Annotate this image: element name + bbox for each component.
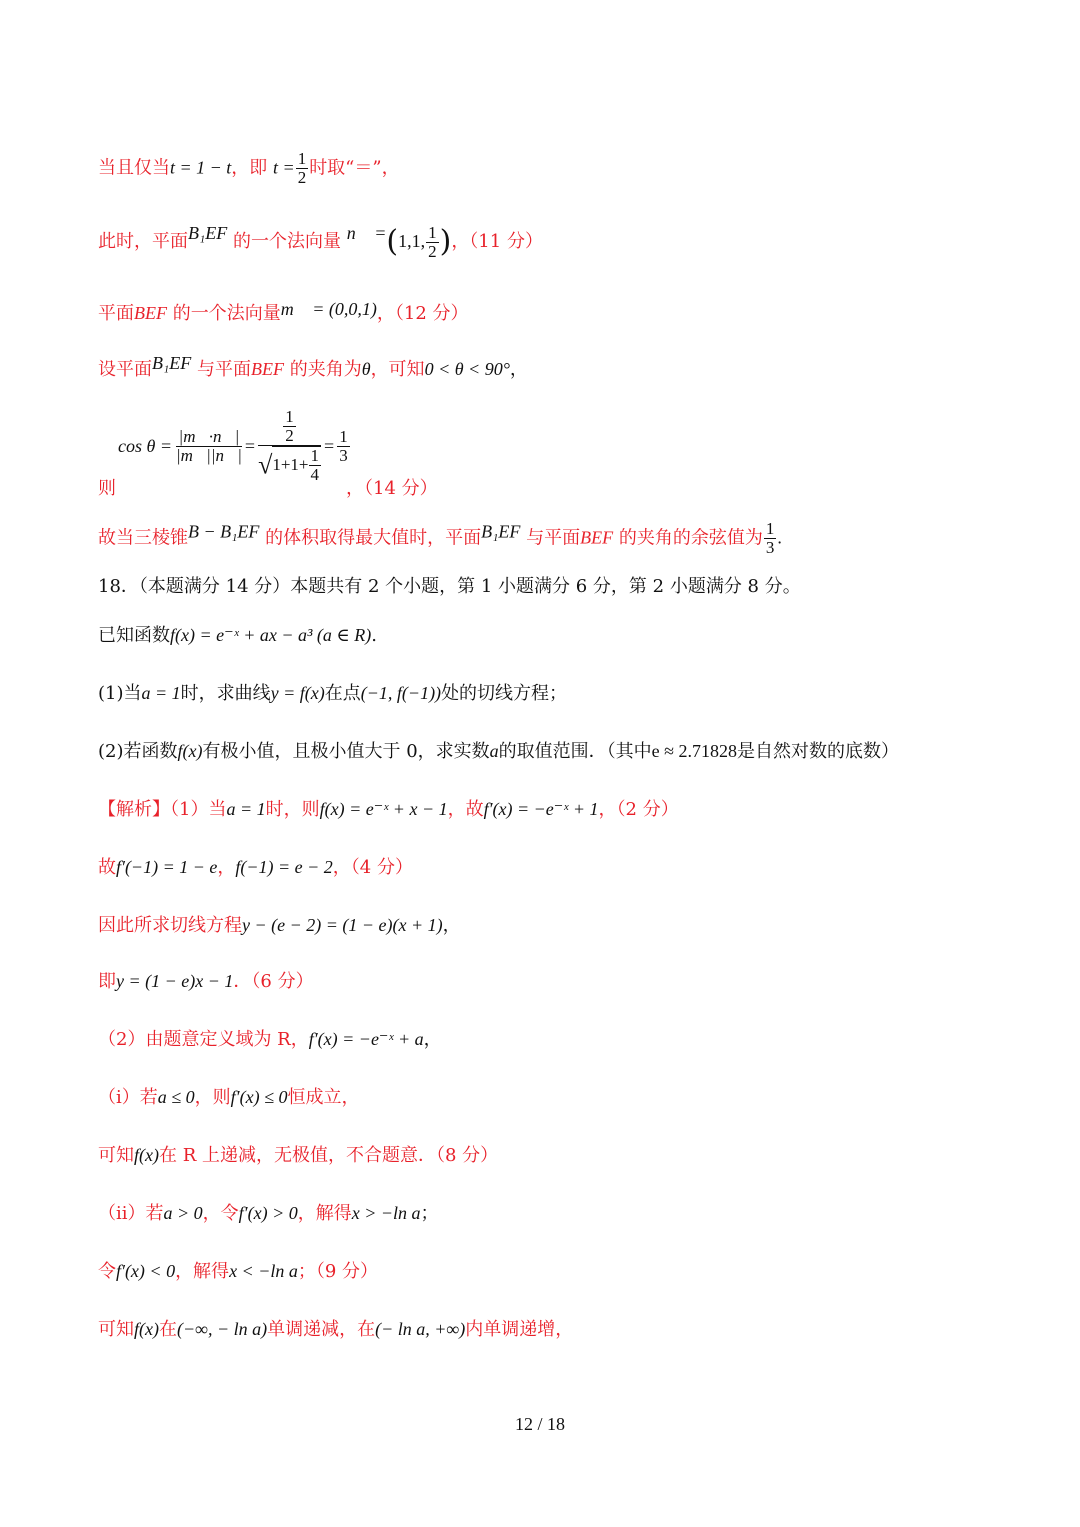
fraction: $\frac{|m⃗\cdot n⃗|}{|m⃗||n⃗|}$ — [175, 426, 242, 465]
math-expr: y − (e − 2) = (1 − e)(x + 1) — [242, 915, 443, 935]
text: 与平面 — [196, 359, 251, 380]
text: 在点 — [324, 683, 361, 704]
text: ； — [420, 1203, 439, 1223]
question-part-2 — [98, 740, 899, 763]
text: . — [371, 625, 377, 646]
math-expr: f(x) — [177, 741, 203, 761]
text: (1)当 — [98, 683, 142, 704]
text: 18．（本题满分 14 分）本题共有 2 个小题，第 1 小题满分 6 分，第 2 小题满分 8 分。 — [98, 576, 801, 597]
solution-line-15 — [98, 1028, 442, 1051]
text: （i）若 — [98, 1087, 158, 1108]
text: ，（11 分） — [451, 231, 543, 252]
text: 与平面 — [526, 527, 581, 549]
math-expr: y = (1 − e)x − 1 — [116, 971, 234, 991]
question-part-1 — [98, 682, 567, 705]
text: ．（6 分） — [233, 971, 314, 992]
text: ，可知 — [370, 359, 425, 380]
solution-line-1 — [98, 150, 400, 187]
solution-line-16 — [98, 1086, 359, 1109]
text: ，解得 — [175, 1261, 230, 1282]
text: 的体积取得最大值时，平面 — [265, 527, 482, 549]
text: 的夹角为 — [289, 359, 362, 380]
text: 时，则 — [265, 799, 320, 820]
text: ， — [509, 359, 528, 379]
solution-line-18 — [98, 1202, 439, 1225]
text: 则 — [98, 478, 116, 499]
question-stem — [98, 624, 377, 647]
math-expr: BEF — [134, 303, 167, 323]
page-number: 12 / 18 — [514, 1414, 565, 1434]
question-header — [98, 576, 801, 598]
math-expr: e ≈ 2.71828 — [651, 741, 738, 761]
text: ，（14 分） — [346, 478, 438, 499]
text: （ii）若 — [98, 1203, 164, 1224]
text: ，（12 分） — [376, 303, 469, 324]
solution-line-14 — [98, 970, 314, 993]
text: 有极小值，且极小值大于 0，求实数 — [202, 741, 490, 762]
text: ，令 — [202, 1203, 239, 1224]
text: 时取“＝”， — [309, 157, 400, 179]
text: 即 — [98, 971, 116, 992]
math-expr: cos θ = — [118, 436, 172, 456]
text: 设平面 — [98, 359, 152, 380]
text: ；（9 分） — [297, 1261, 379, 1282]
text: 当且仅当 — [98, 157, 170, 179]
math-expr: (− ln a, +∞) — [375, 1319, 466, 1339]
text: ， — [442, 915, 461, 935]
math-expr: f(x) = e⁻ˣ + x − 1 — [319, 799, 448, 819]
math-expr: a ≤ 0 — [157, 1087, 195, 1107]
text: ，即 — [231, 157, 268, 179]
text: ，（4 分） — [332, 857, 413, 878]
fraction: $\frac{1}{2}$ — [297, 149, 307, 187]
math-expr: = — [244, 436, 256, 456]
math-expr: BEF — [250, 359, 284, 379]
solution-line-4 — [98, 352, 528, 381]
text: 的一个法向量 — [232, 231, 341, 252]
text: 可知 — [98, 1145, 134, 1166]
solution-line-12 — [98, 856, 413, 879]
cos-formula — [118, 400, 351, 492]
math-expr: B₁EF — [188, 223, 228, 243]
math-expr: 0 < θ < 90° — [424, 359, 510, 379]
text: （2）由题意定义域为 R， — [98, 1029, 309, 1050]
text: （1）当 — [170, 799, 227, 820]
math-expr: a > 0 — [163, 1203, 203, 1223]
math-expr: 1,1, — [398, 231, 426, 251]
solution-line-11 — [98, 798, 679, 821]
text: 时，求曲线 — [180, 683, 271, 704]
solution-line-13 — [98, 914, 461, 937]
solution-line-3 — [98, 298, 469, 325]
math-expr: f′(x) = −e⁻ˣ + 1 — [483, 799, 599, 819]
text: 恒成立， — [287, 1087, 360, 1108]
text: 是自然对数的底数） — [737, 741, 900, 762]
text: 的取值范围．（其中 — [498, 741, 652, 762]
text: 故 — [98, 857, 116, 878]
math-expr: (−∞, − ln a) — [176, 1319, 268, 1339]
text: . — [777, 527, 782, 548]
math-expr: B₁EF — [152, 353, 192, 373]
math-expr: t = 1 − t — [170, 157, 232, 178]
text: ，故 — [447, 799, 484, 820]
text: 的一个法向量 — [172, 303, 281, 324]
math-expr: (−1, f(−1)) — [360, 683, 442, 703]
math-expr: f(x) — [134, 1145, 159, 1165]
text: 故当三棱锥 — [98, 527, 188, 549]
solution-line-17 — [98, 1144, 498, 1167]
text: 因此所求切线方程 — [98, 915, 242, 936]
math-expr: θ — [361, 359, 371, 379]
math-expr: a = 1 — [141, 683, 181, 703]
text: ，（2 分） — [598, 799, 679, 820]
math-expr: f(x) — [134, 1319, 159, 1339]
text: 此时，平面 — [98, 231, 188, 252]
solution-line-19 — [98, 1260, 378, 1283]
math-expr: = — [324, 436, 335, 456]
solution-line-20 — [98, 1318, 573, 1341]
math-expr: B₁EF — [481, 521, 521, 542]
math-expr: f′(x) ≤ 0 — [230, 1087, 288, 1107]
text: 令 — [98, 1261, 116, 1282]
math-expr: t = — [273, 157, 295, 178]
fraction: $\frac{1}{2}$ — [428, 222, 437, 261]
text: 在 R 上递减，无极值，不合题意．（8 分） — [158, 1145, 499, 1166]
text: 单调递减，在 — [267, 1319, 376, 1340]
text: ， — [217, 857, 236, 878]
math-expr: f′(x) < 0 — [116, 1261, 176, 1281]
math-expr: a — [489, 741, 499, 761]
text: 平面 — [98, 303, 134, 324]
fraction: $\frac{1}{2}$ √1+1+ $\frac{1}{4}$ — [258, 406, 320, 485]
math-expr: x > −ln a — [351, 1203, 421, 1223]
text: 处的切线方程； — [441, 683, 568, 704]
math-expr: f′(−1) = 1 − e — [116, 857, 218, 877]
math-expr: f(−1) = e − 2 — [235, 857, 333, 877]
fraction: $\frac{1}{3}$ — [765, 519, 775, 557]
fraction: $\frac{1}{3}$ — [339, 426, 348, 465]
solution-line-2: 此时，平面B₁EF 的一个法向量 n⃗ =(1,1, $\frac{1}{2}$ )，（11 分） — [98, 222, 543, 261]
text: 在 — [158, 1319, 177, 1340]
text: ， — [423, 1029, 442, 1049]
math-expr: m⃗ = (0,0,1) — [280, 299, 377, 319]
math-expr: y = f(x) — [270, 683, 325, 703]
math-expr: x < −ln a — [229, 1261, 298, 1281]
text: 的夹角的余弦值为 — [618, 527, 763, 549]
analysis-tag: 【解析】 — [98, 799, 170, 820]
math-expr: f(x) = e⁻ˣ + ax − a³ (a ∈ R) — [170, 625, 372, 645]
text: 可知 — [98, 1319, 134, 1340]
math-expr: BEF — [580, 527, 614, 548]
math-expr: n⃗ = — [346, 223, 387, 243]
text: (2)若函数 — [98, 741, 178, 762]
text: 内单调递增， — [465, 1319, 574, 1340]
solution-line-6 — [98, 520, 782, 557]
math-expr: B − B₁EF — [188, 521, 260, 542]
text: 已知函数 — [98, 625, 170, 646]
text: ，解得 — [297, 1203, 352, 1224]
text: ，则 — [194, 1087, 231, 1108]
math-expr: a = 1 — [226, 799, 266, 819]
math-expr: f′(x) > 0 — [238, 1203, 298, 1223]
math-expr: f′(x) = −e⁻ˣ + a — [308, 1029, 424, 1049]
